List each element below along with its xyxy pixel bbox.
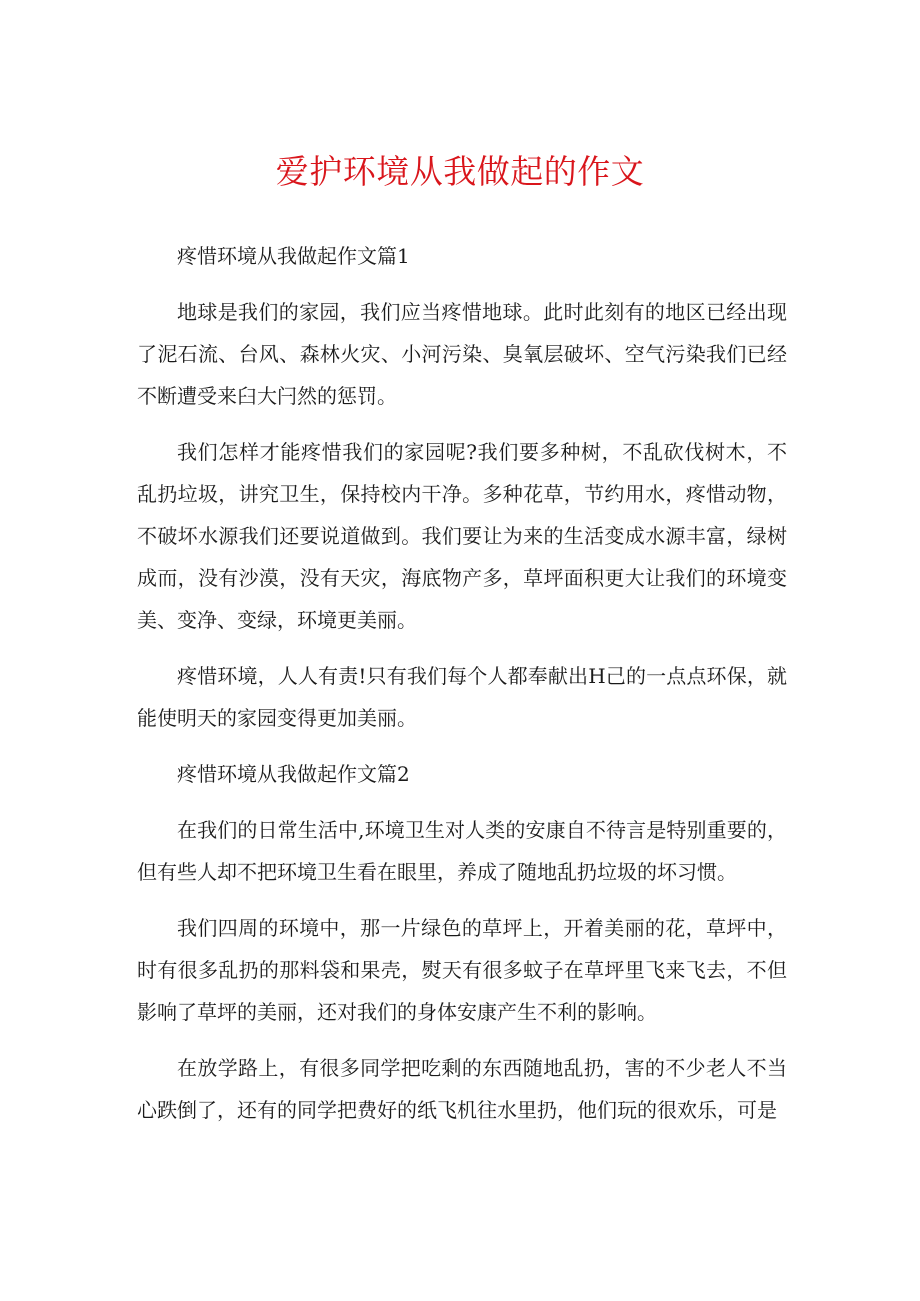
paragraph: 在放学路上，有很多同学把吃剩的东西随地乱扔，害的不少老人不当心跌倒了，还有的同学把费好的纸飞机往水里扔，他们玩的很欢乐，可是 [137,1056,787,1122]
paragraph: 在我们的日常生活中,环境卫生对人类的安康自不待言是特别重要的，但有些人却不把环境卫生看在眼里，养成了随地乱扔垃圾的坏习惯。 [137,818,787,884]
section-heading-1: 疼惜环境从我做起作文篇1 [177,244,410,268]
paragraph: 我们四周的环境中，那一片绿色的草坪上，开着美丽的花，草坪中，时有很多乱扔的那料袋和果壳，熨天有很多蚊子在草坪里飞来飞去，不但影响了草坪的美丽，还对我们的身体安康产生不利的影响。 [137,916,787,1024]
section-heading-2: 疼惜环境从我做起作文篇2 [177,762,410,786]
paragraph: 疼惜环境，人人有责!只有我们每个人都奉献出H己的一点点环保，就能使明天的家园变得更加美丽。 [137,664,787,730]
document-title: 爱护环境从我做起的作文 [275,152,645,191]
paragraph: 地球是我们的家园，我们应当疼惜地球。此时此刻有的地区已经出现了泥石流、台风、森林火灾、小河污染、臭氧层破坏、空气污染我们已经不断遭受来臼大闩然的惩罚。 [137,300,787,408]
paragraph: 我们怎样才能疼惜我们的家园呢?我们要多种树，不乱砍伐树木，不乱扔垃圾，讲究卫生，保持校内干净。多种花草，节约用水，疼惜动物，不破坏水源我们还要说道做到。我们要让为来的生活变成水源丰富，绿树成而，没有沙漠，没有天灾，海底物产多，草坪面积更大让我们的环境变美、变净、变绿，环境更美丽。 [137,440,787,632]
document-body [137,235,787,1145]
